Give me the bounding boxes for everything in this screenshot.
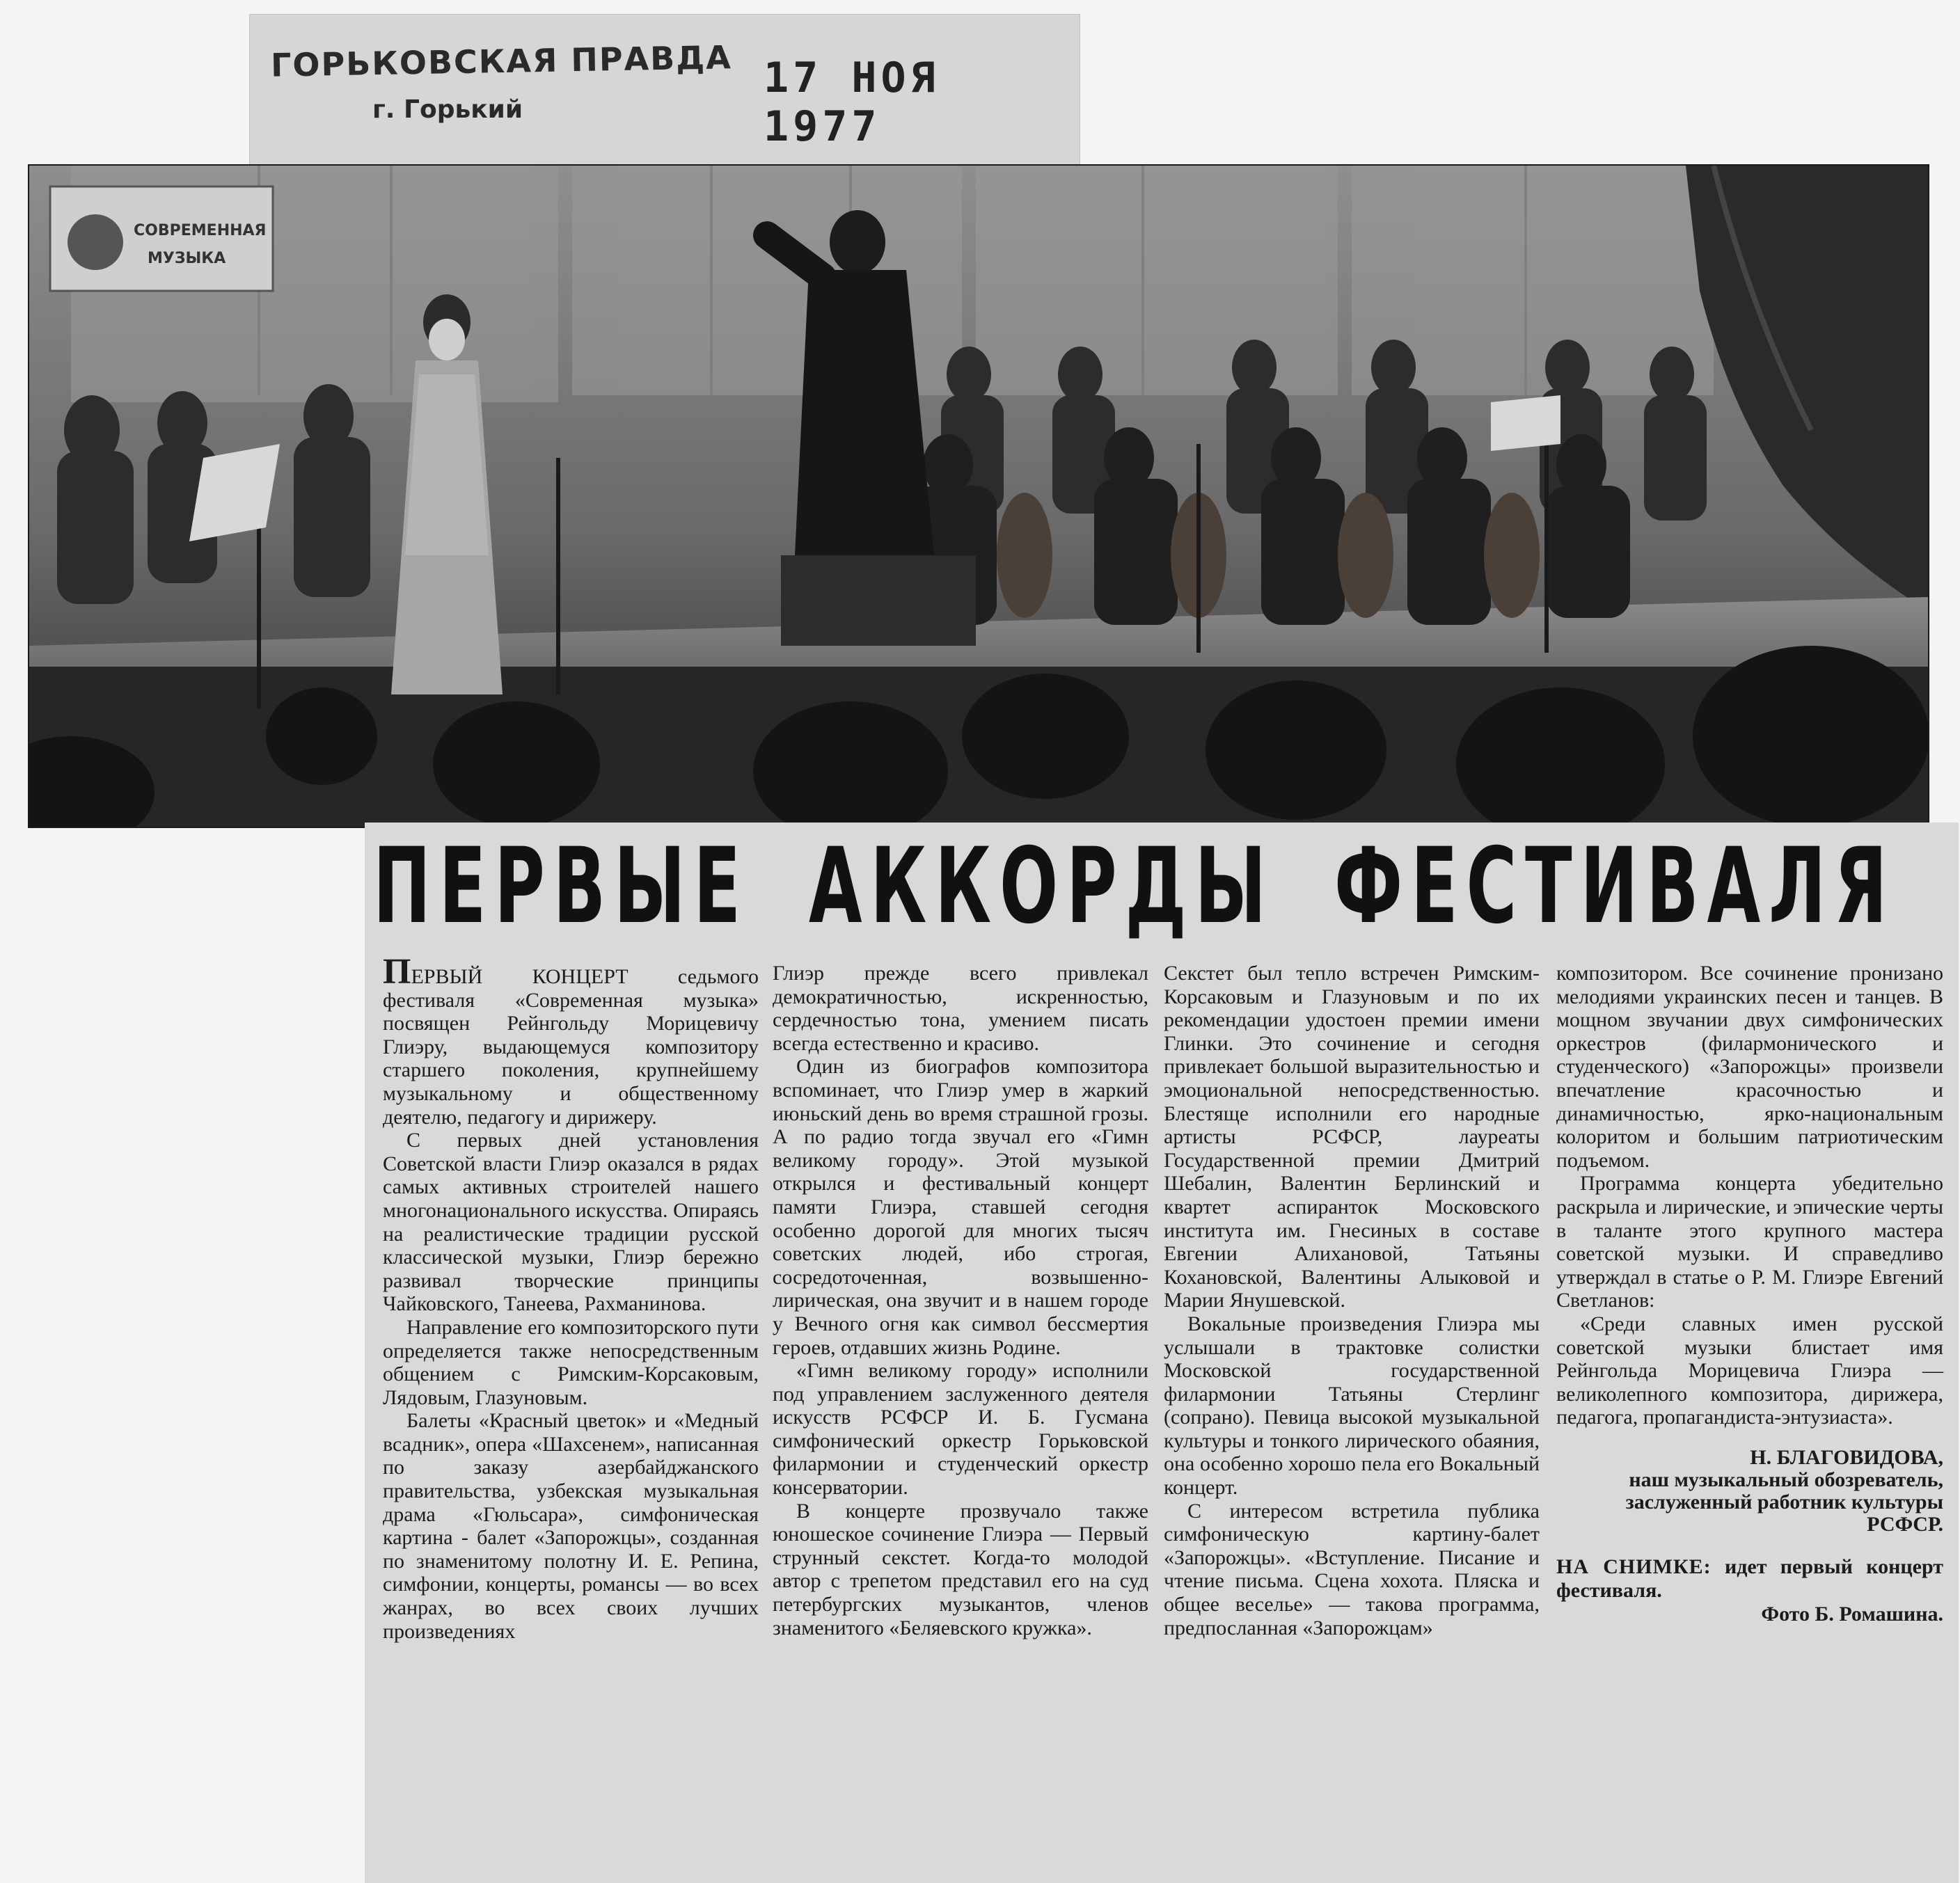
- photo-caption: [1556, 1555, 1943, 1602]
- paragraph-9: Секстет был тепло встречен Римским-Корсаковым и Глазуновым и по их рекомендации удостоен премии имени Глинки. Это сочинение и сегодня привлекает большой выразительностью и эмоциональной непосредственностью. Блестяще исполнили его народные артисты РСФСР, лауреаты Государственной премии Дмитрий Шебалин, Валентин Берлинский и квартет аспиранток Московского института им. Гнесиных в составе Евгении Алихановой, Татьяны Кохановской, Валентины Алыковой и Марии Янушевской.: [1164, 962, 1540, 1312]
- lead-caps: ЕРВЫЙ КОНЦЕРТ: [411, 965, 629, 988]
- festival-banner: [50, 186, 273, 291]
- article-lead-paragraph: [383, 952, 759, 1129]
- caption-label: НА СНИМКЕ:: [1556, 1555, 1712, 1579]
- article-column-4: [1556, 962, 1943, 1626]
- paragraph-13: Программа концерта убедительно раскрыла и лирические, и эпические черты в таланте этого крупного мастера советской музыки. И справедливо утверждал в статье о Р. М. Глиэре Евгений Светланов:: [1556, 1172, 1943, 1312]
- lead-dropcap: П: [383, 952, 411, 992]
- paragraph-6: Один из биографов композитора вспоминает, что Глиэр умер в жаркий июньский день во время страшной грозы. А по радио тогда звучал его «Гимн великому городу». Этой музыкой открылся и фестивальный концерт памяти Глиэра, ставшей сегодня особенно дорогой для многих тысяч советских людей, ибо строгая, сосредоточенная, возвышенно-лирическая, она звучит и в нашем городе у Вечного огня как символ бессмертия героев, отдавших жизнь Родине.: [773, 1055, 1148, 1359]
- paragraph-2: С первых дней установления Советской власти Глиэр оказался в рядах самых активных строителей нашего многонационального искусства. Опираясь на реалистические традиции русской классической музыки, Глиэр бережно развивал творческие принципы Чайковского, Танеева, Рахманинова.: [383, 1129, 759, 1316]
- paragraph-10: Вокальные произведения Глиэра мы услышали в трактовке солистки Московской государственной филармонии Татьяны Стерлинг (сопрано). Певица высокой музыкальной культуры и тонкого лирического обаяния, она особенно хорошо пела его Вокальный концерт.: [1164, 1312, 1540, 1500]
- article-panel: [365, 823, 1959, 1883]
- newspaper-stamp: [249, 14, 1080, 177]
- concert-photo: [28, 164, 1929, 828]
- paragraph-7: «Гимн великому городу» исполнили под управлением заслуженного деятеля искусств РСФСР И. Б. Гусмана симфонический оркестр Горьковской филармонии и студенческий оркестр консерватории.: [773, 1359, 1148, 1500]
- paragraph-4: Балеты «Красный цветок» и «Медный всадник», опера «Шахсенем», написанная по заказу азербайджанского правительства, узбекская музыкальная драма «Гюльсара», симфоническая картина - балет «Запорожцы», созданная по знаменитому полотну И. Е. Репина, симфонии, концерты, романсы — во всех жанрах, во всех своих лучших произведениях: [383, 1409, 759, 1643]
- caption-text: идет первый концерт фестиваля.: [1556, 1555, 1944, 1603]
- stamp-date: 17 НОЯ 1977: [764, 54, 940, 151]
- photo-credit: Фото Б. Ромашина.: [1761, 1602, 1943, 1626]
- paragraph-8: В концерте прозвучало также юношеское сочинение Глиэра — Первый струнный секстет. Когда-то молодой автор с трепетом представил его на суд петербургских музыкантов, членов знаменитого «Беляевского кружка».: [773, 1499, 1148, 1639]
- author-title: наш музыкальный обозреватель, заслуженный работник культуры РСФСР.: [1625, 1468, 1943, 1536]
- article-column-2: [773, 962, 1148, 1639]
- banner-text-2: МУЗЫКА: [148, 250, 226, 267]
- paragraph-11: С интересом встретила публика симфоническую картину-балет «Запорожцы». «Вступление. Писание и чтение письма. Сцена хохота. Пляска и общее веселье» — такова программа, предпосланная «Запорожцам»: [1164, 1499, 1540, 1639]
- paragraph-1: седьмого фестиваля «Современная музыка» посвящен Рейнгольду Морицевичу Глиэру, выдающемуся композитору старшего поколения, крупнейшему музыкальному и общественному деятелю, педагогу и дирижеру.: [383, 965, 759, 1129]
- paragraph-12: композитором. Все сочинение пронизано мелодиями украинских песен и танцев. В мощном звучании двух симфонических оркестров (филармонического и студенческого) «Запорожцы» произвели впечатление красочностью и динамичностью, ярко-национальным колоритом и большим патриотическим подъемом.: [1556, 962, 1943, 1172]
- newspaper-clipping: [21, 164, 1944, 1883]
- paragraph-3: Направление его композиторского пути определяется также непосредственным общением с Римским-Корсаковым, Лядовым, Глазуновым.: [383, 1315, 759, 1409]
- paragraph-14: «Среди славных имен русской советской музыки блистает имя Рейнгольда Морицевича Глиэра — великолепного композитора, дирижера, педагога, пропагандиста-энтузиаста».: [1556, 1312, 1943, 1429]
- author-name: Н. БЛАГОВИДОВА,: [1750, 1445, 1943, 1469]
- banner-text-1: СОВРЕМЕННАЯ: [134, 222, 267, 239]
- article-column-1: [383, 952, 759, 1643]
- stamp-newspaper-name: ГОРЬКОВСКАЯ ПРАВДА: [270, 38, 733, 84]
- paragraph-5: Глиэр прежде всего привлекал демократичностью, искренностью, сердечностью тона, умением писать всегда естественно и красиво.: [773, 962, 1148, 1055]
- article-headline: ПЕРВЫЕ АККОРДЫ ФЕСТИВАЛЯ: [373, 826, 1896, 947]
- article-column-3: [1164, 962, 1540, 1639]
- stamp-city: г. Горький: [372, 95, 523, 124]
